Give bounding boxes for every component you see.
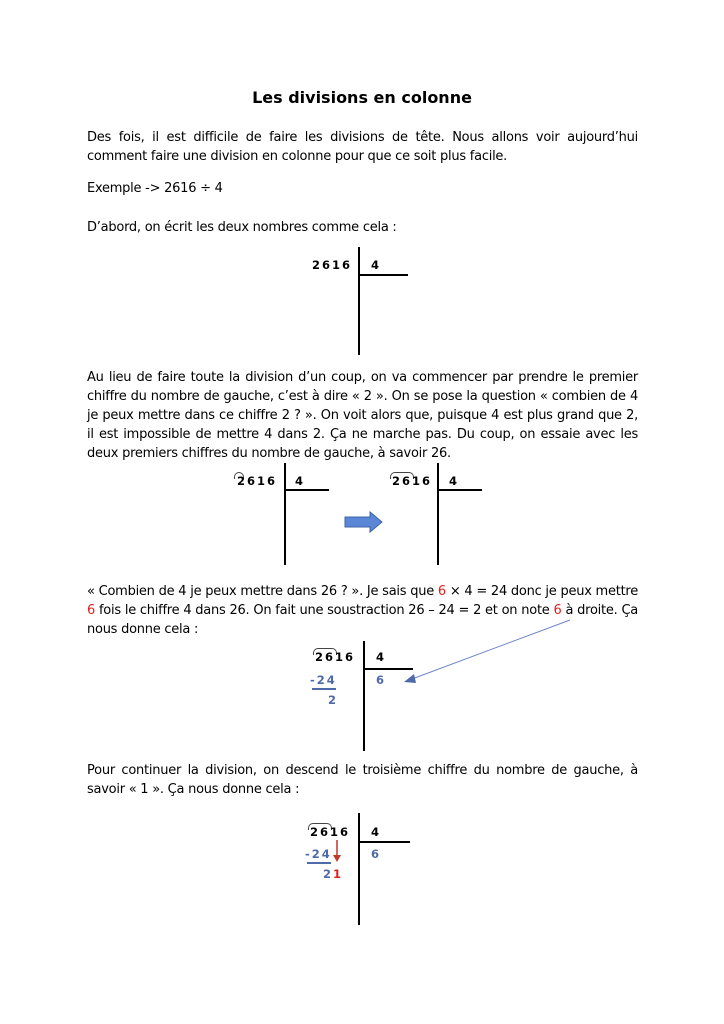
quotient: 6 [376, 673, 387, 687]
dividend: 2616 [312, 258, 353, 272]
text: fois le chiffre 4 dans 26. On fait une soustraction 26 – 24 = 2 et on note [95, 603, 554, 618]
dividend: 2616 [315, 650, 356, 664]
divisor: 4 [295, 474, 306, 488]
remainder-digit: 2 [323, 867, 334, 881]
highlight-digit: 6 [437, 584, 446, 599]
text: × 4 = 24 donc je peux mettre [445, 584, 638, 599]
highlight-digit: 6 [553, 603, 562, 618]
subtraction: -24 [305, 847, 332, 861]
divisor: 4 [371, 825, 382, 839]
quotient: 6 [371, 847, 382, 861]
subtraction: -24 [310, 673, 337, 687]
example-line: Exemple -> 2616 ÷ 4 [87, 181, 223, 196]
page-title: Les divisions en colonne [252, 88, 472, 107]
first-step-line: D’abord, on écrit les deux nombres comme cela : [87, 220, 397, 235]
dividend: 2616 [392, 474, 433, 488]
intro-paragraph: Des fois, il est difficile de faire les divisions de tête. Nous allons voir aujourd’hui comment faire une division en colonne pour que ce soit plus facile. [87, 130, 638, 164]
dividend: 2616 [237, 474, 278, 488]
explanation-paragraph: Au lieu de faire toute la division d’un coup, on va commencer par prendre le premier chiffre du nombre de gauche, c’est à dire « 2 ». On se pose la question « combien de 4 je peux mettre dans ce chiffre 2 ? ». On voit alors que, puisque 4 est plus grand que 2, il est impossible de mettre 4 dans 2. Ça ne marche pas. Du coup, on essaie avec les deux premiers chiffres du nombre de gauche, à savoir 26. [87, 370, 638, 461]
brought-down-digit: 1 [333, 867, 344, 881]
vertical-bar [358, 813, 360, 925]
remainder: 2 [328, 693, 339, 707]
remainder [323, 867, 343, 881]
subtraction-underline [307, 862, 331, 864]
horizontal-bar [358, 841, 410, 843]
divisor: 4 [371, 258, 382, 272]
text: « Combien de 4 je peux mettre dans 26 ? ». Je sais que [87, 584, 438, 599]
highlight-digit: 6 [87, 603, 96, 618]
divisor: 4 [376, 650, 387, 664]
down-arrow-icon [333, 840, 343, 864]
dividend: 2616 [310, 825, 351, 839]
text: à droite. Ça nous donne cela : [87, 603, 638, 637]
continue-paragraph: Pour continuer la division, on descend le troisième chiffre du nombre de gauche, à savoir « 1 ». Ça nous donne cela : [87, 763, 638, 797]
divisor: 4 [449, 474, 460, 488]
